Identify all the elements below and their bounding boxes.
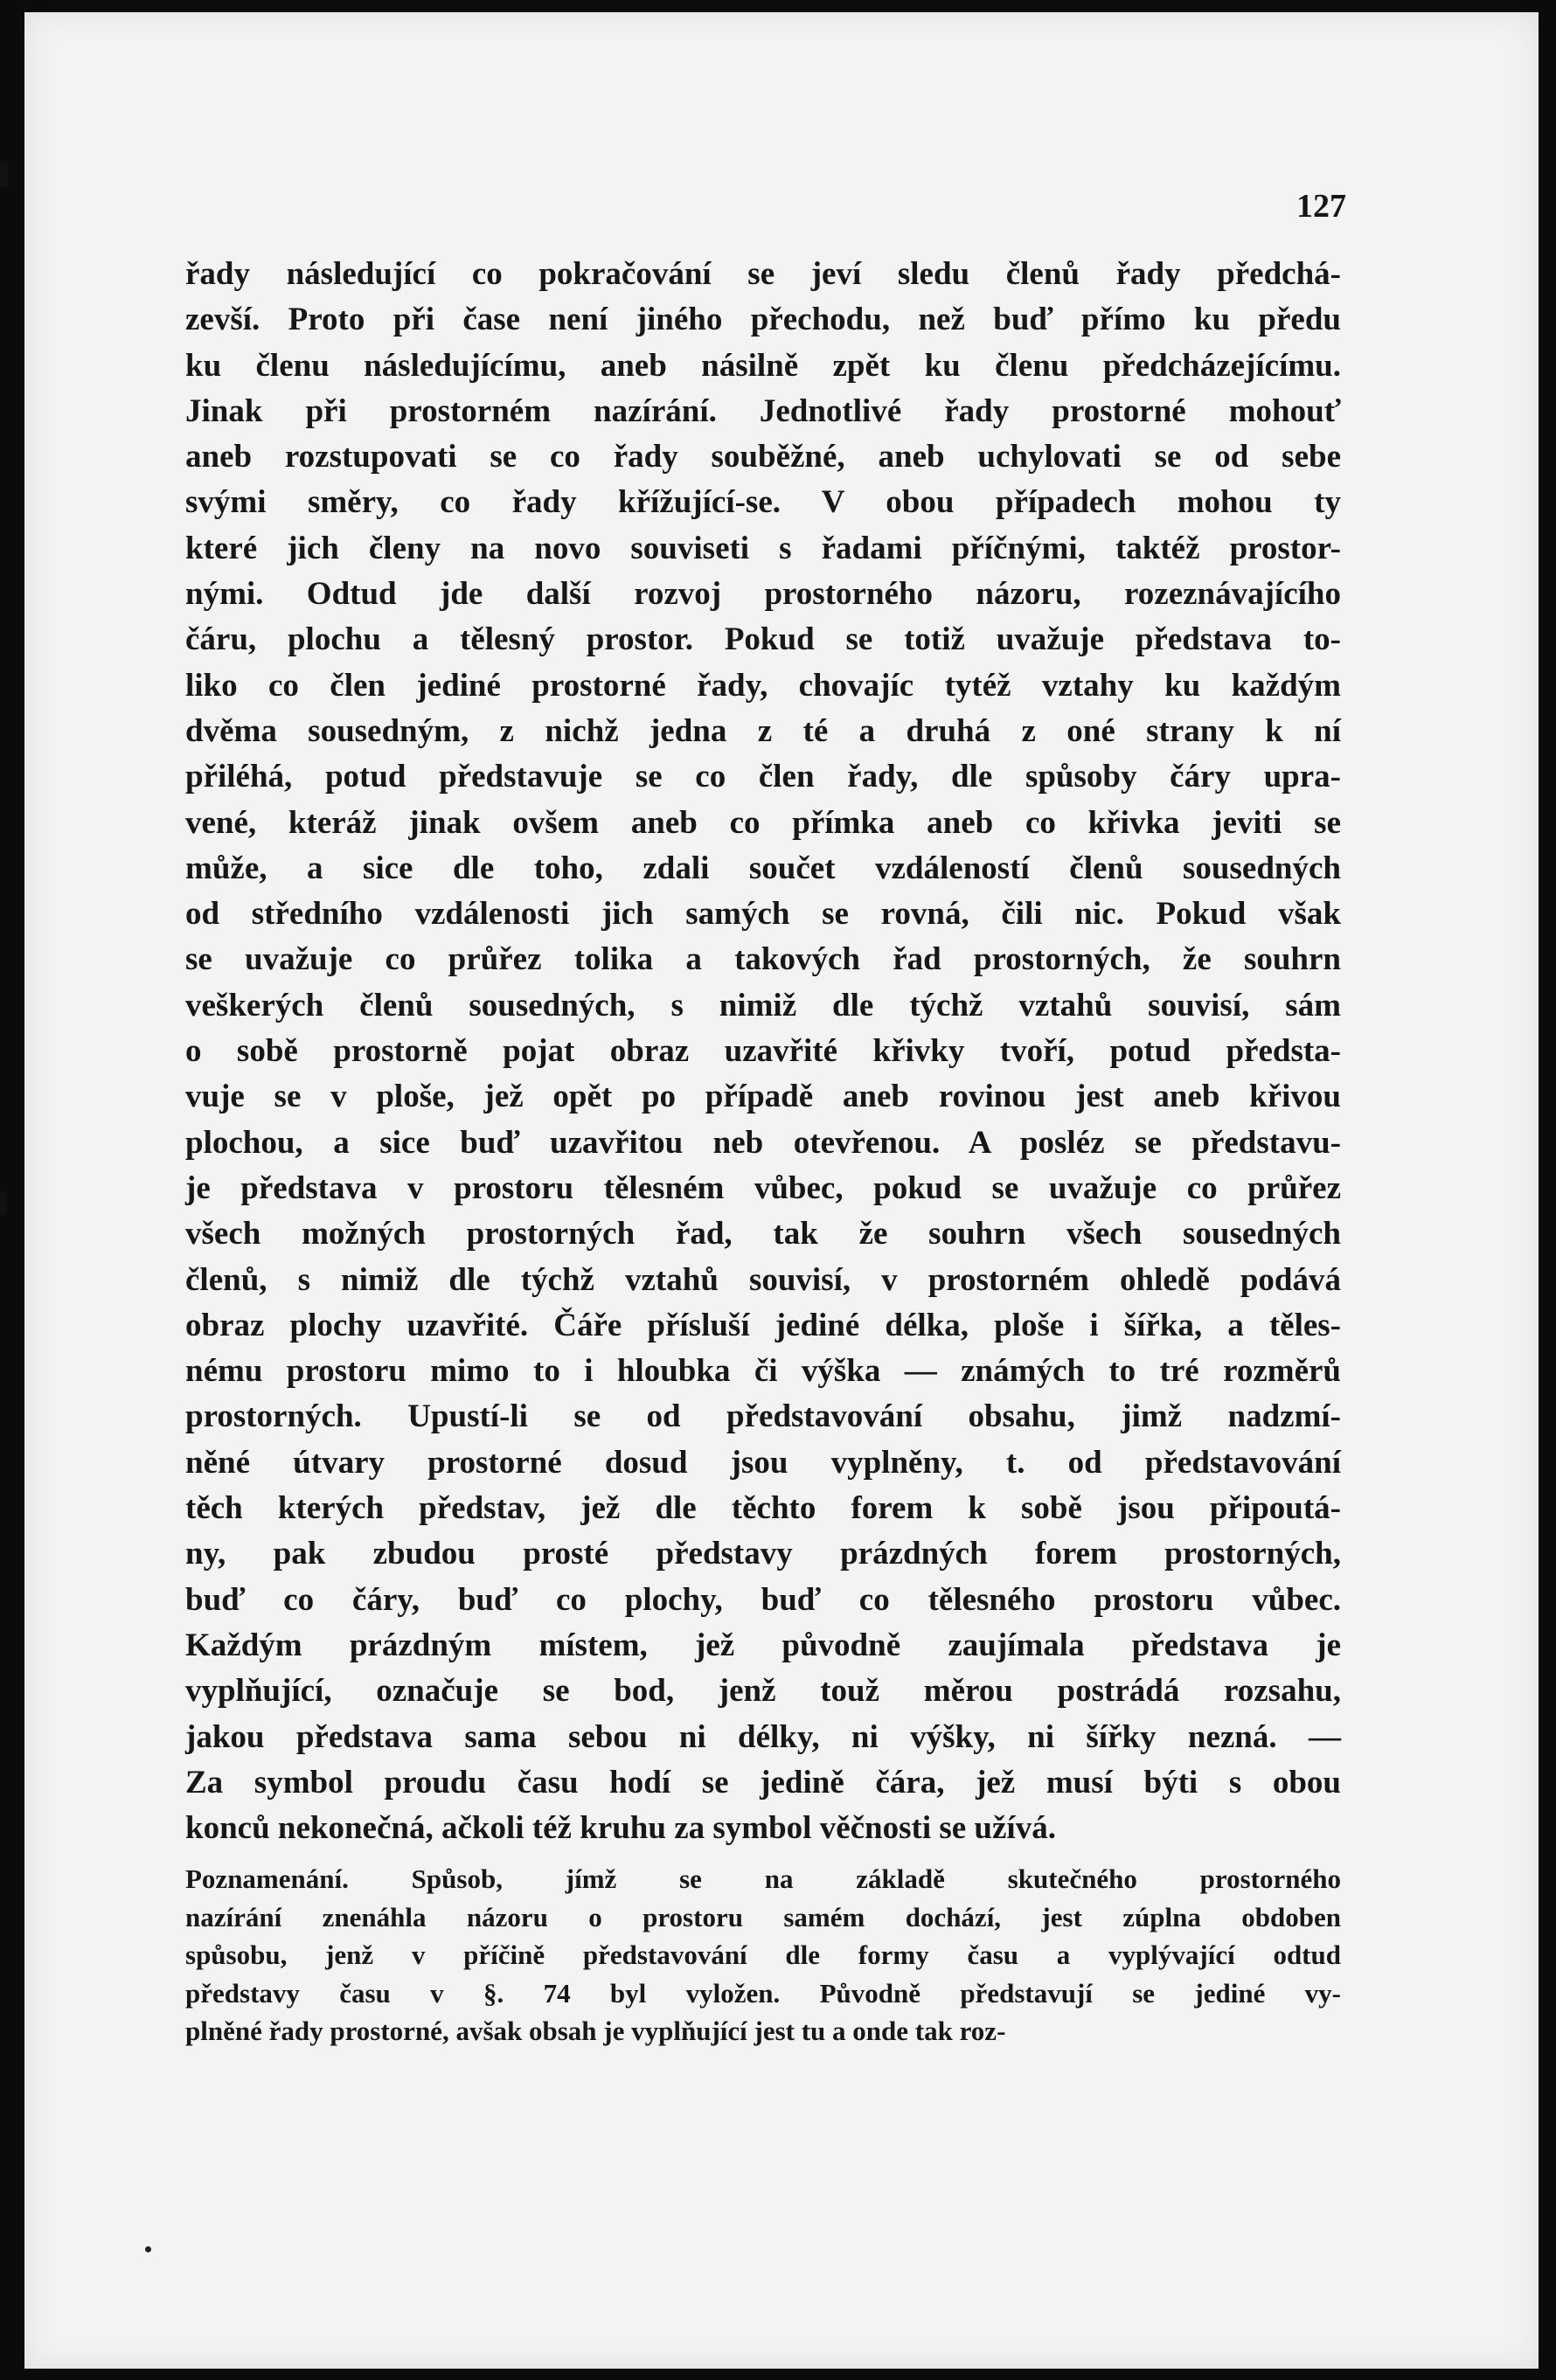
body-text-line: konců nekonečná, ačkoli též kruhu za symbol věčnosti se užívá.	[185, 1810, 1056, 1847]
body-text-line: čáru, plochu a tělesný prostor. Pokud se totiž uvažuje představa to-	[185, 621, 1341, 658]
footnote-line: plněné řady prostorné, avšak obsah je vyplňující jest tu a onde tak roz-	[185, 2016, 1006, 2047]
left-edge-mark	[0, 1192, 7, 1215]
body-text-line: vyplňující, označuje se bod, jenž touž měrou postrádá rozsahu,	[185, 1673, 1341, 1710]
body-text-line: Za symbol proudu času hodí se jedině čára, jež musí býti s obou	[185, 1764, 1341, 1801]
book-page	[24, 12, 1539, 2369]
body-text-line: zevší. Proto při čase není jiného přechodu, než buď přímo ku předu	[185, 302, 1341, 338]
body-text-line: ny, pak zbudou prosté představy prázdných forem prostorných,	[185, 1536, 1341, 1572]
body-text-line: ku členu následujícímu, aneb násilně zpět ku členu předcházejícímu.	[185, 347, 1341, 384]
body-text-line: prostorných. Upustí-li se od představování obsahu, jimž nadzmí-	[185, 1398, 1341, 1435]
footnote-line: Poznamenání. Spůsob, jímž se na základě skutečného prostorného	[185, 1863, 1341, 1895]
body-text-line: těch kterých představ, jež dle těchto forem k sobě jsou připoutá-	[185, 1490, 1341, 1527]
body-text-line: je představa v prostoru tělesném vůbec, pokud se uvažuje co průřez	[185, 1169, 1341, 1206]
body-text-line: od středního vzdálenosti jich samých se rovná, čili nic. Pokud však	[185, 896, 1341, 933]
body-text-line: o sobě prostorně pojat obraz uzavřité křivky tvoří, potud předsta-	[185, 1033, 1341, 1070]
body-text-line: nými. Odtud jde další rozvoj prostorného názoru, rozeznávajícího	[185, 576, 1341, 613]
body-text-line: všech možných prostorných řad, tak že souhrn všech sousedných	[185, 1216, 1341, 1252]
body-text-line: Jinak při prostorném nazírání. Jednotlivé řady prostorné mohouť	[185, 392, 1341, 429]
body-text-line: nému prostoru mimo to i hloubka či výška — známých to tré rozměrů	[185, 1353, 1341, 1390]
footnote-line: představy času v §. 74 byl vyložen. Původně představují se jediné vy-	[185, 1977, 1341, 2009]
footnote-line: spůsobu, jenž v příčině představování dle formy času a vyplývající odtud	[185, 1939, 1341, 1971]
body-text-line: přiléhá, potud představuje se co člen řady, dle spůsoby čáry upra-	[185, 759, 1341, 795]
body-text-line: svými směry, co řady křížující-se. V obou případech mohou ty	[185, 484, 1341, 521]
footnote-paragraph	[185, 1860, 1341, 2050]
body-paragraph	[185, 252, 1341, 1851]
body-text-line: jakou představa sama sebou ni délky, ni výšky, ni šířky nezná. —	[185, 1718, 1341, 1755]
speck-mark	[145, 2246, 151, 2252]
body-text-line: obraz plochy uzavřité. Čáře přísluší jediné délka, ploše i šířka, a těles-	[185, 1307, 1341, 1343]
body-text-line: řady následující co pokračování se jeví sledu členů řady předchá-	[185, 256, 1341, 292]
body-text-line: veškerých členů sousedných, s nimiž dle týchž vztahů souvisí, sám	[185, 987, 1341, 1023]
body-text	[185, 252, 1341, 2050]
body-text-line: vuje se v ploše, jež opět po případě aneb rovinou jest aneb křivou	[185, 1079, 1341, 1115]
body-text-line: Každým prázdným místem, jež původně zaujímala představa je	[185, 1627, 1341, 1663]
body-text-line: se uvažuje co průřez tolika a takových řad prostorných, že souhrn	[185, 941, 1341, 978]
body-text-line: aneb rozstupovati se co řady souběžné, aneb uchylovati se od sebe	[185, 439, 1341, 475]
body-text-line: vené, kteráž jinak ovšem aneb co přímka aneb co křivka jeviti se	[185, 804, 1341, 841]
body-text-line: něné útvary prostorné dosud jsou vyplněny, t. od představování	[185, 1444, 1341, 1481]
body-text-line: které jich členy na novo souviseti s řadami příčnými, taktéž prostor-	[185, 530, 1341, 566]
body-text-line: může, a sice dle toho, zdali součet vzdáleností členů sousedných	[185, 850, 1341, 886]
body-text-line: buď co čáry, buď co plochy, buď co tělesného prostoru vůbec.	[185, 1581, 1341, 1618]
page-number: 127	[1296, 188, 1346, 225]
body-text-line: dvěma sousedným, z nichž jedna z té a druhá z oné strany k ní	[185, 712, 1341, 749]
body-text-line: členů, s nimiž dle týchž vztahů souvisí, v prostorném ohledě podává	[185, 1261, 1341, 1298]
body-text-line: liko co člen jediné prostorné řady, chovajíc tytéž vztahy ku každým	[185, 667, 1341, 704]
left-edge-mark	[0, 161, 9, 187]
body-text-line: plochou, a sice buď uzavřitou neb otevřenou. A posléz se představu-	[185, 1124, 1341, 1161]
footnote-line: nazírání znenáhla názoru o prostoru samém dochází, jest zúplna obdoben	[185, 1901, 1341, 1932]
